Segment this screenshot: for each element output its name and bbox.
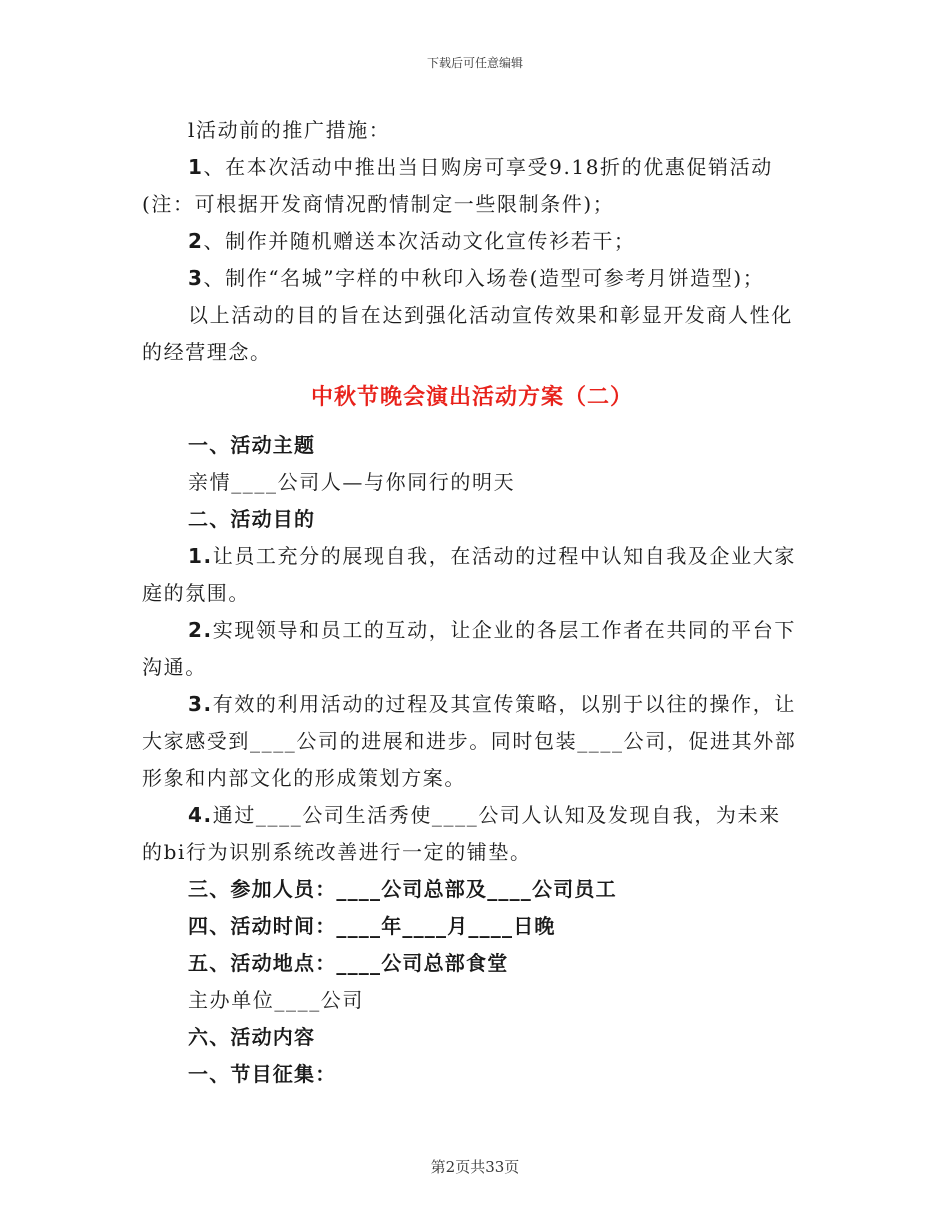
participants-line: 三、参加人员：____公司总部及____公司员工 (188, 877, 617, 901)
promotion-heading: l活动前的推广措施： (188, 118, 391, 142)
promotion-summary: 以上活动的目的旨在达到强化活动宣传效果和彰显开发商人性化的经营理念。 (142, 303, 793, 364)
item-text: 、制作“名城”字样的中秋印入场卷(造型可参考月饼造型)； (203, 266, 765, 290)
item-text: 、制作并随机赠送本次活动文化宣传衫若干； (203, 229, 636, 253)
item-text: 让员工充分的展现自我，在活动的过程中认知自我及企业大家庭的氛围。 (142, 544, 796, 605)
item-number: 3 (188, 266, 204, 290)
item-number: 2 (188, 229, 204, 253)
theme-text: 亲情____公司人—与你同行的明天 (188, 470, 516, 494)
program-heading: 一、节目征集： (188, 1062, 337, 1086)
purpose-heading: 二、活动目的 (188, 507, 316, 531)
place-line: 五、活动地点：____公司总部食堂 (188, 951, 509, 975)
item-number: 3. (188, 692, 213, 716)
item-number: 4. (188, 803, 213, 827)
organizer-line: 主办单位____公司 (188, 988, 364, 1012)
promotion-item-1 (142, 149, 802, 223)
theme-heading: 一、活动主题 (188, 433, 316, 457)
item-number: 1. (188, 544, 213, 568)
item-text: 、在本次活动中推出当日购房可享受9.18折的优惠促销活动(注：可根据开发商情况酌情制定一些限制条件)； (142, 155, 773, 216)
time-line: 四、活动时间：____年____月____日晚 (188, 914, 556, 938)
promotion-item-2 (142, 223, 802, 260)
document-body (142, 112, 802, 1093)
page-footer: 第2页共33页 (430, 1158, 520, 1176)
section-title: 中秋节晚会演出活动方案（二） (310, 385, 633, 410)
item-text: 通过____公司生活秀使____公司人认知及发现自我，为未来的bi行为识别系统改善进行一定的铺垫。 (142, 803, 781, 864)
purpose-item-4 (142, 797, 802, 871)
purpose-item-3 (142, 686, 802, 797)
content-heading: 六、活动内容 (188, 1025, 316, 1049)
purpose-item-2 (142, 612, 802, 686)
page-header: 下载后可任意编辑 (426, 56, 523, 70)
item-number: 2. (188, 618, 213, 642)
promotion-item-3 (142, 260, 802, 297)
item-text: 有效的利用活动的过程及其宣传策略，以别于以往的操作，让大家感受到____公司的进展和进步。同时包装____公司，促进其外部形象和内部文化的形成策划方案。 (142, 692, 797, 790)
item-text: 实现领导和员工的互动，让企业的各层工作者在共同的平台下沟通。 (142, 618, 796, 679)
item-number: 1 (188, 155, 204, 179)
purpose-item-1 (142, 538, 802, 612)
